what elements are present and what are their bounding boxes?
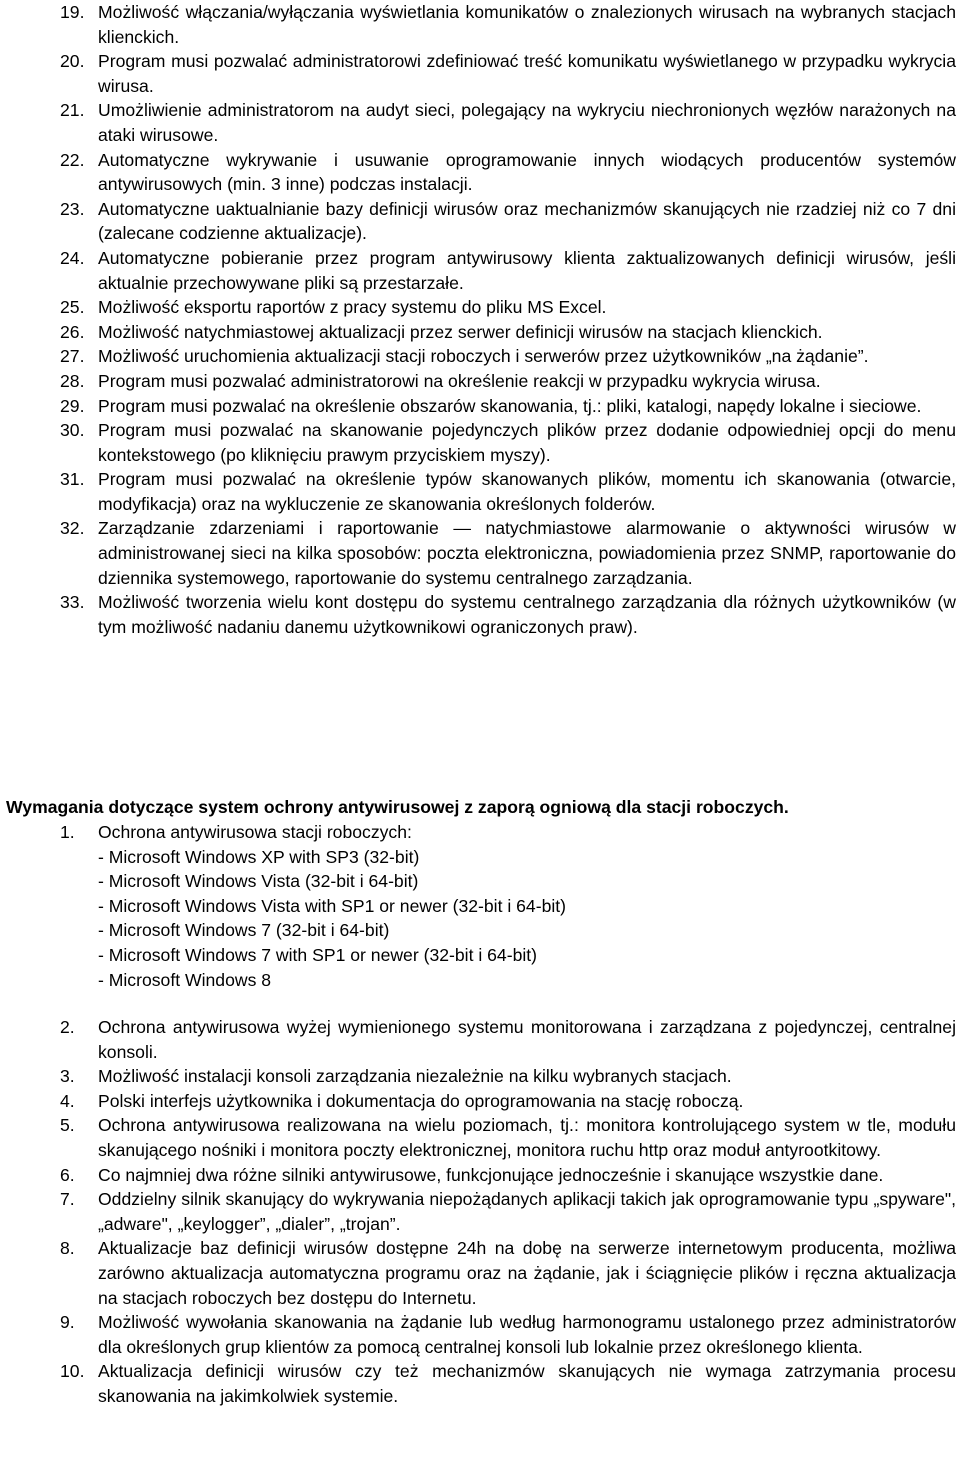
os-requirement-line: - Microsoft Windows Vista with SP1 or newer (32-bit i 64-bit) [98, 895, 567, 916]
list-item-number: 19. [60, 2, 85, 22]
list-item-number: 25. [60, 297, 85, 318]
list-item-text: Możliwość instalacji konsoli zarządzania niezależnie na kilku wybranych stacjach. [98, 1066, 732, 1087]
list-item-text: Program musi pozwalać administratorowi zdefiniować treść komunikatu wyświetlanego w przypadku wykrycia wirusa. [98, 51, 956, 96]
os-requirement-line: - Microsoft Windows 7 with SP1 or newer (32-bit i 64-bit) [98, 944, 538, 965]
list-item [0, 467, 960, 516]
list-item-text: Co najmniej dwa różne silniki antywirusowe, funkcjonujące jednocześnie i skanujące wszystkie dane. [98, 1164, 884, 1185]
requirements-list-workstations-continued [0, 1015, 960, 1409]
list-item [0, 1064, 960, 1089]
list-item-number: 4. [60, 1090, 75, 1111]
list-item-text: Automatyczne wykrywanie i usuwanie oprogramowanie innych wiodących producentów systemów antywirusowych (min. 3 inne) podczas instalacji. [98, 149, 956, 195]
list-item-number: 29. [60, 395, 85, 416]
list-item-number: 28. [60, 370, 85, 391]
list-item [0, 1310, 960, 1359]
list-item-number: 27. [60, 346, 85, 367]
list-item [0, 369, 960, 394]
list-item-number: 2. [60, 1017, 75, 1037]
list-item [0, 246, 960, 295]
list-item-number: 3. [60, 1066, 75, 1087]
list-item [0, 295, 960, 320]
list-item-number: 23. [60, 198, 85, 219]
list-item-number: 21. [60, 100, 85, 121]
list-item-text: Możliwość tworzenia wielu kont dostępu do systemu centralnego zarządzania dla różnych użytkowników (w tym możliwość nadaniu danemu użytkownikowi ograniczonych praw). [98, 592, 956, 637]
list-item-text: Umożliwienie administratorom na audyt sieci, polegający na wykryciu niechronionych węzłów narażonych na ataki wirusowe. [98, 100, 956, 145]
list-item [0, 320, 960, 345]
list-item [0, 1089, 960, 1114]
list-item-number: 30. [60, 420, 85, 441]
list-item-text: Program musi pozwalać administratorowi na określenie reakcji w przypadku wykrycia wirusa. [98, 370, 821, 391]
list-item-text: Aktualizacja definicji wirusów czy też mechanizmów skanujących nie wymaga zatrzymania procesu skanowania na jakimkolwiek systemie. [98, 1361, 956, 1406]
list-item-number: 24. [60, 247, 85, 268]
list-item [0, 1015, 960, 1064]
requirements-list-continued [0, 0, 960, 639]
list-item [0, 394, 960, 419]
list-item [0, 1163, 960, 1188]
list-item-text: Program musi pozwalać na skanowanie pojedynczych plików przez dodanie odpowiedniej opcji do menu kontekstowego (po kliknięciu prawym przyciskiem myszy). [98, 420, 956, 465]
list-item [0, 1359, 960, 1408]
list-item [0, 49, 960, 98]
list-item-number: 26. [60, 321, 85, 342]
list-item-text: Automatyczne uaktualnianie bazy definicji wirusów oraz mechanizmów skanujących nie rzadziej niż co 7 dni (zalecane codzienne aktualizacje). [98, 198, 956, 244]
list-item-text: Program musi pozwalać na określenie typów skanowanych plików, momentu ich skanowania (otwarcie, modyfikacja) oraz na wykluczenie ze skanowania określonych folderów. [98, 469, 956, 514]
list-item-number: 22. [60, 149, 85, 170]
list-item [0, 344, 960, 369]
list-item-number: 33. [60, 592, 85, 613]
list-item-number: 7. [60, 1189, 75, 1210]
list-item-number: 10. [60, 1361, 85, 1382]
os-requirement-line: - Microsoft Windows 7 (32-bit i 64-bit) [98, 920, 390, 941]
list-item-number: 1. [60, 822, 75, 842]
list-item-text: Aktualizacje baz definicji wirusów dostępne 24h na dobę na serwerze internetowym producenta, możliwa zarówno aktualizacja automatyczna programu oraz na żądanie, jak i ściągnięcie plików i ręczna aktualizacja na stacjach roboczych bez dostępu do Internetu. [98, 1238, 956, 1308]
list-item [0, 1113, 960, 1162]
list-item-number: 6. [60, 1164, 75, 1185]
list-item-text: Ochrona antywirusowa wyżej wymienionego systemu monitorowana i zarządzana z pojedynczej, centralnej konsoli. [98, 1017, 956, 1062]
list-item-number: 20. [60, 51, 85, 72]
list-item-text: Automatyczne pobieranie przez program antywirusowy klienta zaktualizowanych definicji wirusów, jeśli aktualnie przechowywane pliki są przestarzałe. [98, 247, 956, 293]
list-item-text: Ochrona antywirusowa realizowana na wielu poziomach, tj.: monitora kontrolującego system w tle, modułu skanującego nośniki i monitora poczty elektronicznej, monitora ruchu http oraz moduł antyrootkitowy. [98, 1115, 956, 1160]
list-item [0, 590, 960, 639]
list-item-text: Program musi pozwalać na określenie obszarów skanowania, tj.: pliki, katalogi, napędy lokalne i sieciowe. [98, 395, 922, 416]
list-item [0, 516, 960, 590]
list-item-text: Możliwość wywołania skanowania na żądanie lub według harmonogramu ustalonego przez administratorów dla określonych grup klientów za pomocą centralnej konsoli lub lokalnie przez określonego klienta. [98, 1312, 956, 1357]
list-item [0, 820, 960, 992]
list-item-number: 5. [60, 1115, 75, 1136]
list-item-text: Możliwość eksportu raportów z pracy systemu do pliku MS Excel. [98, 297, 607, 318]
list-item-number: 31. [60, 469, 85, 490]
list-item [0, 1187, 960, 1236]
requirements-list-workstations [0, 820, 960, 992]
list-item-number: 8. [60, 1238, 75, 1259]
list-item [0, 418, 960, 467]
list-item-text: Polski interfejs użytkownika i dokumentacja do oprogramowania na stację roboczą. [98, 1090, 744, 1111]
list-item [0, 148, 960, 197]
list-item [0, 197, 960, 246]
list-item-text: Oddzielny silnik skanujący do wykrywania niepożądanych aplikacji takich jak oprogramowanie typu „spyware", „adware", „keylogger”, „dialer”, „trojan”. [98, 1189, 956, 1234]
list-item-text: Możliwość włączania/wyłączania wyświetlania komunikatów o znalezionych wirusach na wybranych stacjach klienckich. [98, 2, 956, 47]
list-item [0, 98, 960, 147]
list-item-number: 9. [60, 1312, 75, 1333]
list-item-text: Możliwość natychmiastowej aktualizacji przez serwer definicji wirusów na stacjach klienckich. [98, 321, 823, 342]
list-item-number: 32. [60, 518, 85, 539]
list-item-text: Możliwość uruchomienia aktualizacji stacji roboczych i serwerów przez użytkowników „na żądanie”. [98, 346, 869, 367]
list-item-text: Zarządzanie zdarzeniami i raportowanie — natychmiastowe alarmowanie o aktywności wirusów w administrowanej sieci na kilka sposobów: poczta elektroniczna, powiadomienia przez SNMP, raportowanie do dziennika systemowego, raportowanie do systemu centralnego zarządzania. [98, 518, 956, 588]
list-item [0, 1236, 960, 1310]
list-item-text: Ochrona antywirusowa stacji roboczych: [98, 822, 412, 842]
list-item [0, 0, 960, 49]
os-requirement-line: - Microsoft Windows Vista (32-bit i 64-bit) [98, 871, 419, 892]
os-requirement-line: - Microsoft Windows XP with SP3 (32-bit) [98, 846, 420, 867]
os-requirement-line: - Microsoft Windows 8 [98, 969, 272, 990]
section-heading [0, 795, 960, 819]
section-heading-text: Wymagania dotyczące system ochrony antywirusowej z zaporą ogniową dla stacji roboczych. [6, 797, 789, 817]
